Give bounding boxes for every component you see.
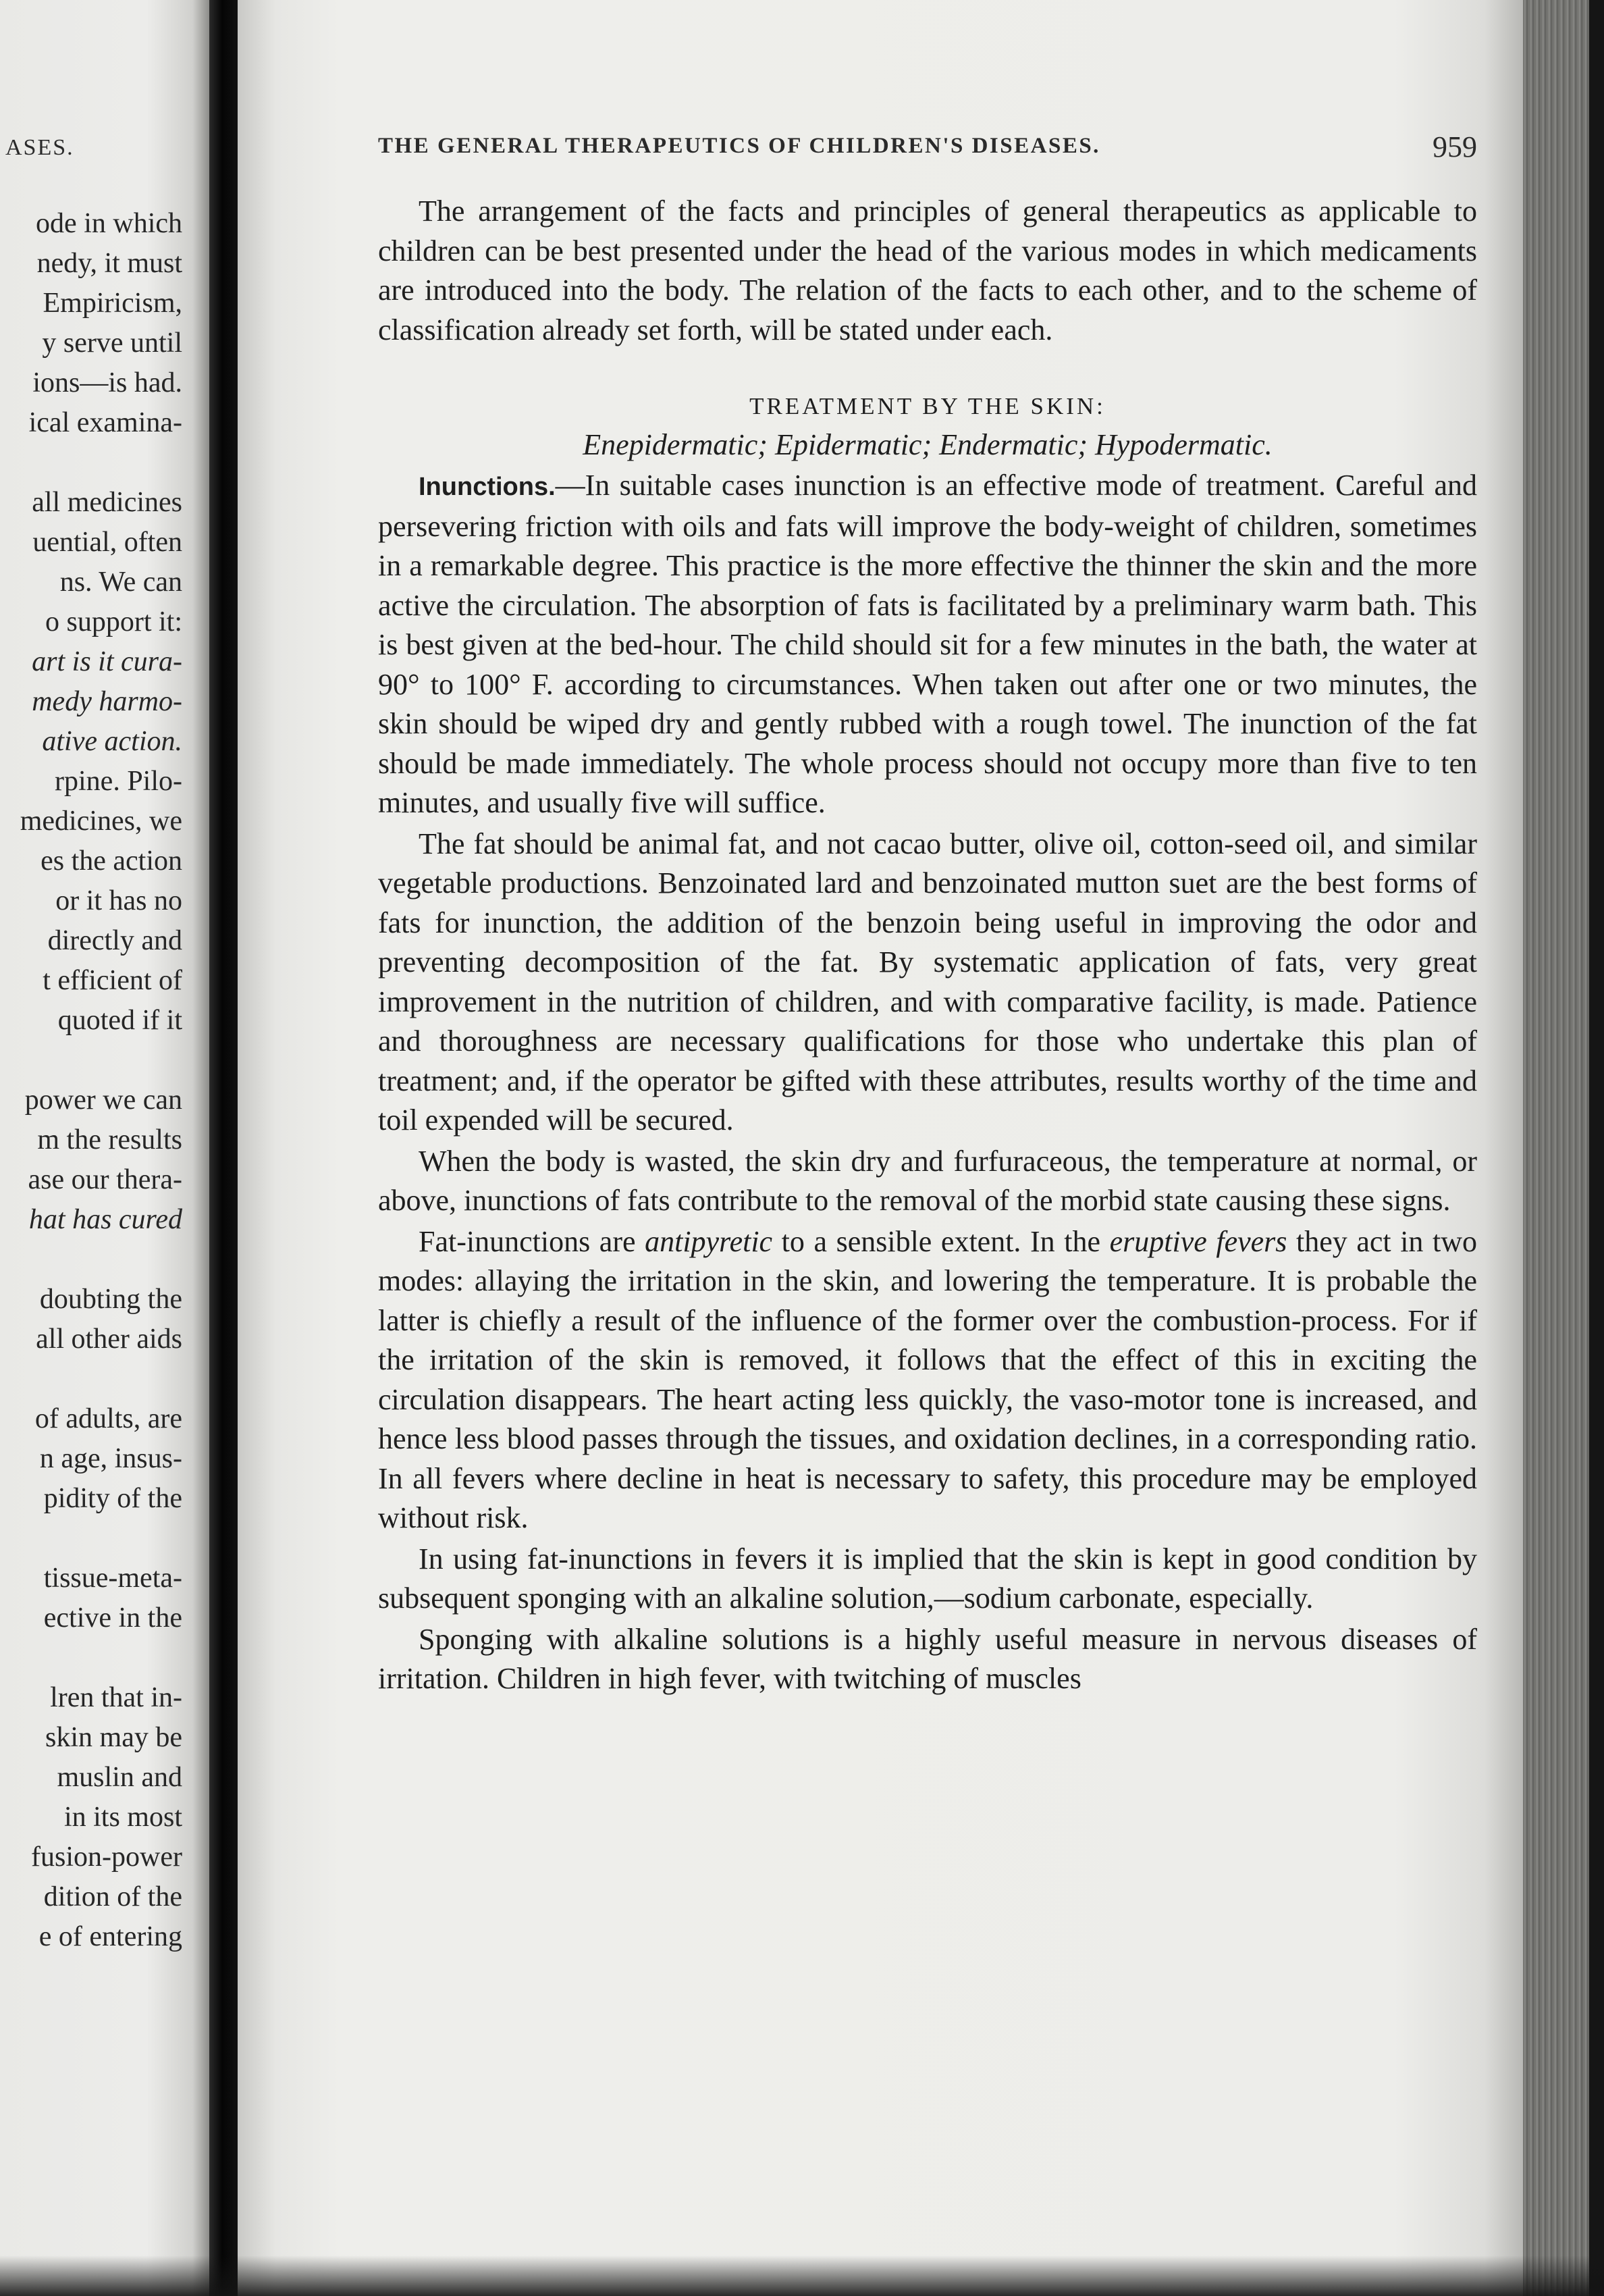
- section-title: TREATMENT BY THE SKIN:: [749, 393, 1106, 419]
- emphasis-eruptive-fevers: eruptive fevers: [1109, 1224, 1287, 1258]
- facing-page-line: [0, 443, 182, 483]
- facing-page-line: [0, 1638, 182, 1678]
- facing-page-line: directly and: [47, 925, 182, 956]
- facing-page-line: fusion-power: [31, 1842, 182, 1873]
- facing-page-line: o support it:: [45, 606, 182, 637]
- facing-page-line: ions—is had.: [32, 367, 182, 398]
- facing-page-line: lren that in-: [50, 1682, 182, 1713]
- facing-page-line: pidity of the: [43, 1483, 182, 1514]
- main-page: [238, 0, 1523, 2296]
- paragraph-alkaline-solutions: Sponging with alkaline solutions is a highly useful measure in nervous diseases of irritation. Children in high fever, with twitching of muscles: [378, 1622, 1477, 1695]
- facing-page-line: all medicines: [32, 487, 182, 518]
- page-header: [378, 130, 1477, 169]
- facing-page-line: nedy, it must: [36, 248, 182, 279]
- facing-page-line: es the action: [41, 845, 182, 877]
- facing-page-line: e of entering: [38, 1921, 182, 1952]
- paragraph-animal-fat: The fat should be animal fat, and not cacao butter, olive oil, cotton-seed oil, and similar vegetable productions. Benzoinated lard and benzoinated mutton suet are the best forms of fats for inunction, the addition of the benzoin being useful in improving the odor and preventing decomposition of the fat. By systematic application of fats, very great improvement in the nutrition of children, and with comparative facility, is made. Patience and thoroughness are necessary qualifications for those who undertake this plan of treatment; and, if the operator be gifted with these attributes, results worthy of the time and toil expended will be secured.: [378, 827, 1477, 1137]
- running-head: THE GENERAL THERAPEUTICS OF CHILDREN'S DISEASES.: [378, 134, 1100, 158]
- facing-page-line: skin may be: [45, 1722, 182, 1753]
- bottom-shadow: [0, 2255, 1604, 2296]
- facing-page-line: m the results: [37, 1124, 182, 1155]
- facing-page-line: uential, often: [32, 527, 182, 558]
- book-edge: [1523, 0, 1604, 2296]
- facing-page-line: ns. We can: [59, 567, 182, 598]
- facing-page-line: of adults, are: [34, 1403, 182, 1434]
- facing-page-line: in its most: [63, 1802, 182, 1833]
- facing-page-line: [0, 1240, 182, 1280]
- text-span: Fat-inunctions are: [419, 1224, 645, 1258]
- run-in-heading: Inunctions.: [419, 473, 556, 501]
- facing-page-line: n age, insus-: [39, 1443, 182, 1474]
- body-text: [378, 192, 1477, 1699]
- facing-page-line: y serve until: [42, 328, 182, 359]
- paragraph-antipyretic: [378, 1222, 1477, 1538]
- facing-page-line: dition of the: [43, 1881, 182, 1912]
- facing-page-line: t efficient of: [43, 965, 182, 996]
- facing-page-line: ical examina-: [28, 407, 182, 438]
- facing-page-line: [0, 1359, 182, 1399]
- intro-paragraph: The arrangement of the facts and principles of general therapeutics as applicable to children can be best presented under the head of the various modes in which medicaments are introduced into the body. The relation of the facts to each other, and to the scheme of classification already set forth, will be stated under each.: [378, 194, 1477, 346]
- facing-page-line: rpine. Pilo-: [55, 766, 182, 797]
- book-gutter: [209, 0, 238, 2296]
- facing-page: [0, 0, 209, 2296]
- text-span: they act in two modes: allaying the irritation in the skin, and lowering the temperature. It is probable the latter is chiefly a result of the influence of the former over the combustion-process. For if the irritation of the skin is removed, it follows that the effect of this in exciting the circulation disappears. The heart acting less quickly, the vaso-motor tone is increased, and hence less blood passes through the tissues, and oxidation declines, in a corresponding ratio. In all fevers where decline in heat is necessary to safety, this procedure may be employed without risk.: [378, 1224, 1478, 1534]
- paragraph-inunctions-text: —In suitable cases inunction is an effective mode of treatment. Careful and persevering friction with oils and fats will improve the body-weight of children, sometimes in a remarkable degree. This practice is the more effective the thinner the skin and the more active the circulation. The absorption of fats is facilitated by a preliminary warm bath. This is best given at the bed-hour. The child should sit for a few minutes in the bath, the water at 90° to 100° F. according to circumstances. When taken out after one or two minutes, the skin should be wiped dry and gently rubbed with a rough towel. The inunction of the fat should be made immediately. The whole process should not occupy more than five to ten minutes, and usually five will suffice.: [378, 469, 1477, 819]
- facing-page-line: [0, 1519, 182, 1559]
- paragraph-fevers-sponging: In using fat-inunctions in fevers it is implied that the skin is kept in good condition by subsequent sponging with an alkaline solution,—sodium carbonate, especially.: [378, 1542, 1477, 1615]
- facing-page-line: all other aids: [36, 1324, 182, 1355]
- facing-page-line: tissue-meta-: [43, 1563, 182, 1594]
- section-subtitle: Enepidermatic; Epidermatic; Endermatic; Hypodermatic.: [583, 428, 1273, 461]
- facing-page-line: medy harmo-: [32, 686, 182, 717]
- facing-page-line: ective in the: [43, 1602, 182, 1634]
- facing-page-line: hat has cured: [28, 1204, 182, 1235]
- text-span: to a sensible extent. In the: [772, 1224, 1110, 1258]
- facing-page-text: [0, 204, 182, 1957]
- facing-page-line: medicines, we: [20, 806, 182, 837]
- facing-page-line: ode in which: [36, 208, 182, 239]
- facing-page-line: or it has no: [55, 885, 182, 916]
- facing-page-line: muslin and: [57, 1762, 182, 1793]
- facing-page-line: Empiricism,: [43, 288, 182, 319]
- facing-page-line: ative action.: [42, 726, 182, 757]
- page-number: 959: [1433, 130, 1477, 163]
- facing-page-line: doubting the: [39, 1284, 182, 1315]
- facing-page-line: quoted if it: [57, 1005, 182, 1036]
- facing-page-line: power we can: [24, 1085, 182, 1116]
- paragraph-inunctions: [378, 466, 1477, 823]
- facing-page-header: ASES.: [5, 135, 74, 160]
- facing-page-line: art is it cura-: [32, 646, 182, 677]
- facing-page-line: [0, 1041, 182, 1080]
- emphasis-antipyretic: antipyretic: [645, 1224, 773, 1258]
- paragraph-wasted-body: When the body is wasted, the skin dry and furfuraceous, the temperature at normal, or above, inunctions of fats contribute to the removal of the morbid state causing these signs.: [378, 1144, 1477, 1217]
- facing-page-line: ase our thera-: [28, 1164, 182, 1195]
